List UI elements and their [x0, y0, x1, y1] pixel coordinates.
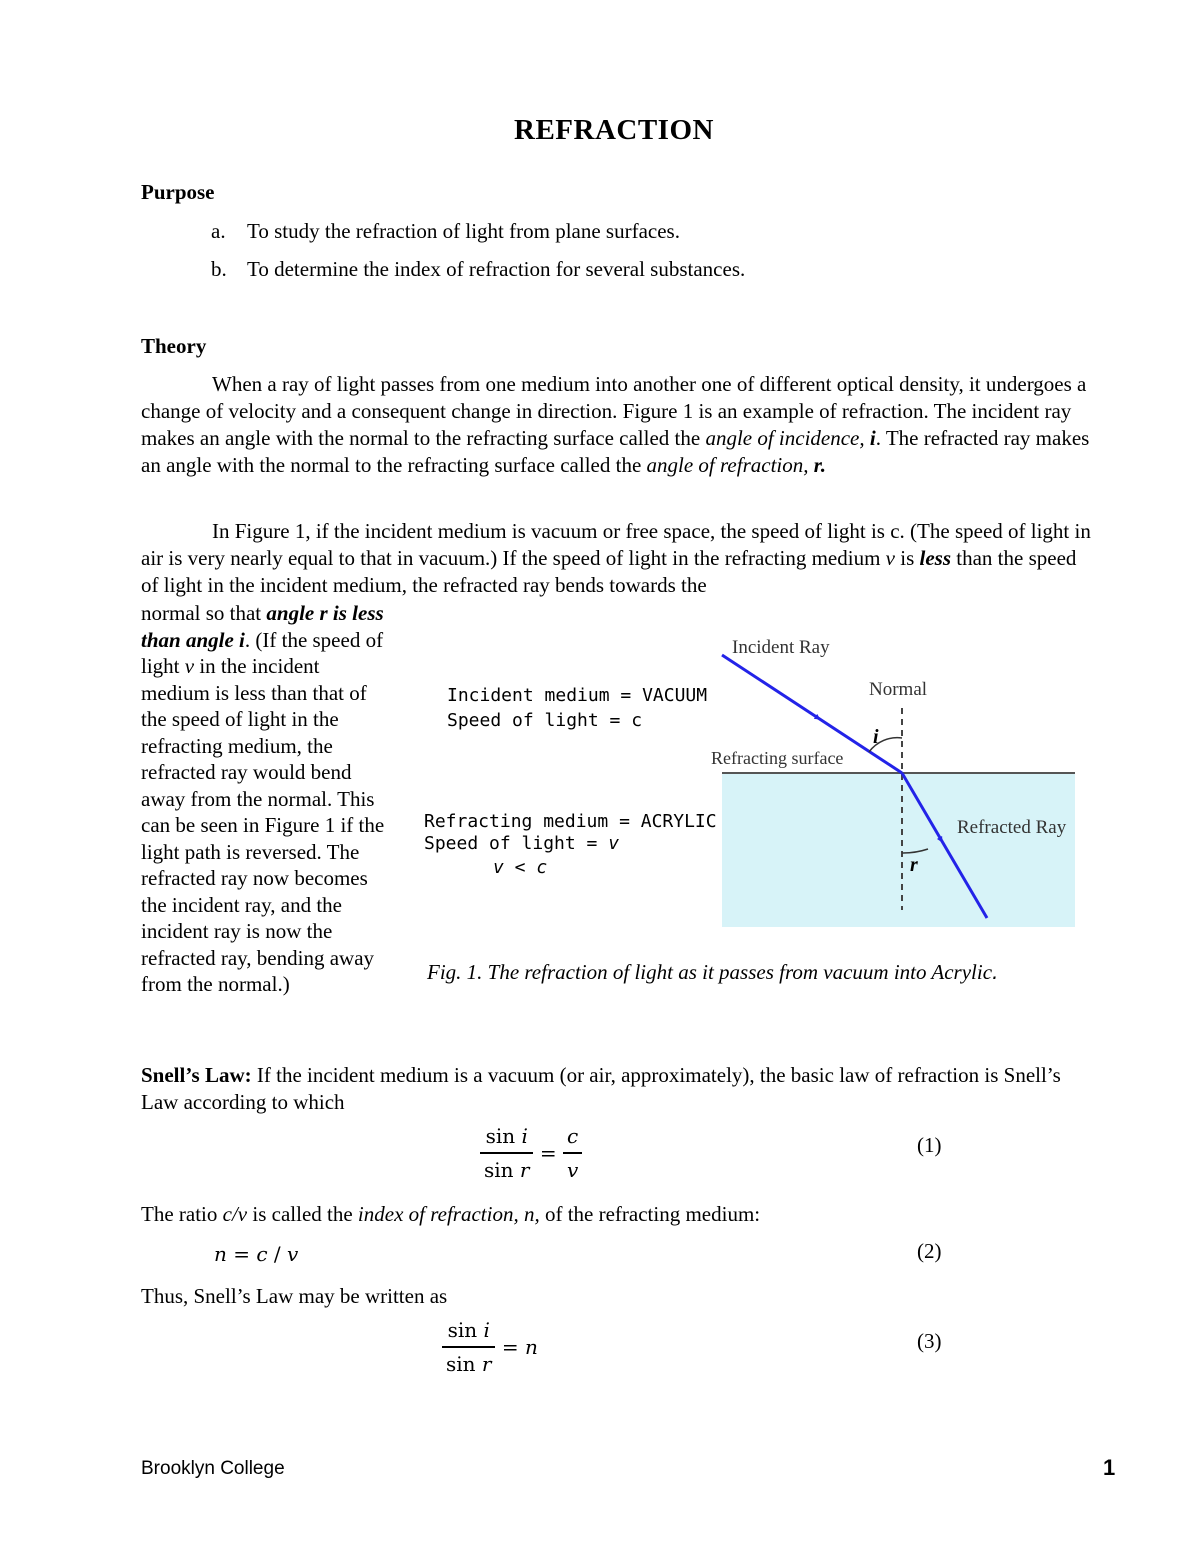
symbol-v: v: [184, 654, 195, 678]
fraction-sin: [480, 1124, 533, 1182]
emphasis-angle-comparison: angle r is less than angle i: [141, 601, 384, 652]
symbol-v: v: [885, 546, 895, 570]
list-marker: b.: [211, 257, 227, 281]
figure-caption: [427, 960, 998, 985]
fraction-sin: [442, 1318, 495, 1376]
paragraph-text: is called the: [247, 1202, 358, 1226]
theory-paragraph-1: [141, 371, 1091, 479]
paragraph-text: of the refracting medium:: [539, 1202, 761, 1226]
refraction-diagram: [420, 630, 1090, 930]
thus-paragraph: Thus, Snell’s Law may be written as: [141, 1284, 448, 1308]
paragraph-text: in the incident medium is less than that of the speed of light in the refracting medium, the refracted ray would bend away from the normal. This can be seen in Figure 1 if the light path is reversed. The refracted ray now becomes the incident ray, and the incident ray is now the refracted ray, bending away from the normal.): [141, 654, 385, 996]
purpose-item-b: [211, 256, 745, 283]
snell-heading: Snell’s Law:: [141, 1063, 252, 1087]
fraction-cv: [563, 1124, 582, 1182]
v-less-than-c-label: v < c: [493, 857, 548, 878]
equation-3: [442, 1318, 538, 1376]
theory-paragraph-2: [141, 518, 1091, 599]
symbol-v: v: [608, 833, 620, 854]
paragraph-text: than the speed of light in the incident medium, the refracted ray bends towards the: [141, 546, 1077, 597]
ratio-paragraph: [141, 1201, 1091, 1228]
list-item-text: To study the refraction of light from plane surfaces.: [247, 219, 680, 243]
list-marker: a.: [211, 219, 226, 243]
angle-i-label: i: [873, 726, 879, 748]
paragraph-text: In Figure 1, if the incident medium is vacuum or free space, the speed of light is c. (The speed of light in air is very nearly equal to that in vacuum.) If the speed of light in the refracting medium: [141, 519, 1091, 570]
equation-number-3: (3): [917, 1329, 942, 1353]
page-number: 1: [1103, 1455, 1116, 1480]
purpose-item-a: [211, 218, 680, 245]
refracting-medium-label: Refracting medium = ACRYLIC: [424, 811, 717, 832]
refracted-ray-label: Refracted Ray: [957, 817, 1067, 838]
paragraph-text: When a ray of light passes from one medium into another one of different optical density, it undergoes a change of velocity and a consequent change in direction. Figure 1 is an example of refraction. The incident ray makes an angle with the normal to the refracting surface called the: [141, 372, 1087, 450]
incident-medium-label: Incident medium = VACUUM: [447, 685, 708, 706]
acrylic-medium: [722, 773, 1075, 927]
caption-period: .: [992, 960, 999, 984]
denominator: 𝑣: [566, 1158, 579, 1182]
incident-ray-label: Incident Ray: [732, 637, 830, 658]
refracting-surface-label: Refracting surface: [711, 748, 844, 768]
symbol-r: r.: [813, 453, 826, 477]
term-angle-refraction: angle of refraction,: [646, 453, 814, 477]
emphasis-less: less: [919, 546, 952, 570]
symbol-i: i: [869, 426, 876, 450]
term-index-of-refraction: index of refraction, n,: [357, 1202, 540, 1226]
term-c-over-v: c/v: [222, 1202, 248, 1226]
equation-number-1: (1): [917, 1133, 942, 1157]
denominator: sin 𝑟: [484, 1158, 530, 1182]
incident-speed-label: Speed of light = c: [447, 710, 643, 731]
term-angle-incidence: angle of incidence,: [705, 426, 870, 450]
numerator: sin 𝑖: [480, 1124, 533, 1154]
purpose-heading: Purpose: [141, 180, 215, 204]
equation-2: 𝑛 = 𝑐 / 𝑣: [214, 1242, 299, 1266]
theory-side-column: [141, 600, 386, 998]
paragraph-text: . The refracted ray makes an angle with the normal to the refracting surface called the: [141, 426, 1090, 477]
numerator: sin 𝑖: [442, 1318, 495, 1348]
list-item-text: To determine the index of refraction for several substances.: [247, 257, 746, 281]
equation-1: [480, 1124, 582, 1182]
speed-text: Speed of light =: [424, 833, 609, 854]
paragraph-text: If the incident medium is a vacuum (or air, approximately), the basic law of refraction is Snell’s Law according to which: [141, 1063, 1061, 1114]
equals-n: = 𝑛: [501, 1335, 538, 1359]
angle-r-label: r: [910, 854, 918, 876]
paragraph-text: . (If the speed of light: [141, 627, 384, 678]
footer-college: Brooklyn College: [141, 1458, 285, 1479]
caption-text: Fig. 1. The refraction of light as it passes from vacuum into Acrylic: [427, 960, 993, 984]
paragraph-text: normal so that: [141, 601, 267, 625]
snell-paragraph: [141, 1062, 1091, 1116]
numerator: 𝑐: [563, 1124, 582, 1154]
theory-heading: Theory: [141, 334, 207, 358]
paragraph-text: is: [895, 546, 920, 570]
equation-number-2: (2): [917, 1239, 942, 1263]
denominator: sin 𝑟: [446, 1352, 492, 1376]
normal-label: Normal: [869, 679, 928, 700]
page-title: REFRACTION: [514, 114, 714, 146]
paragraph-text: The ratio: [141, 1202, 223, 1226]
equals-sign: =: [539, 1141, 557, 1165]
